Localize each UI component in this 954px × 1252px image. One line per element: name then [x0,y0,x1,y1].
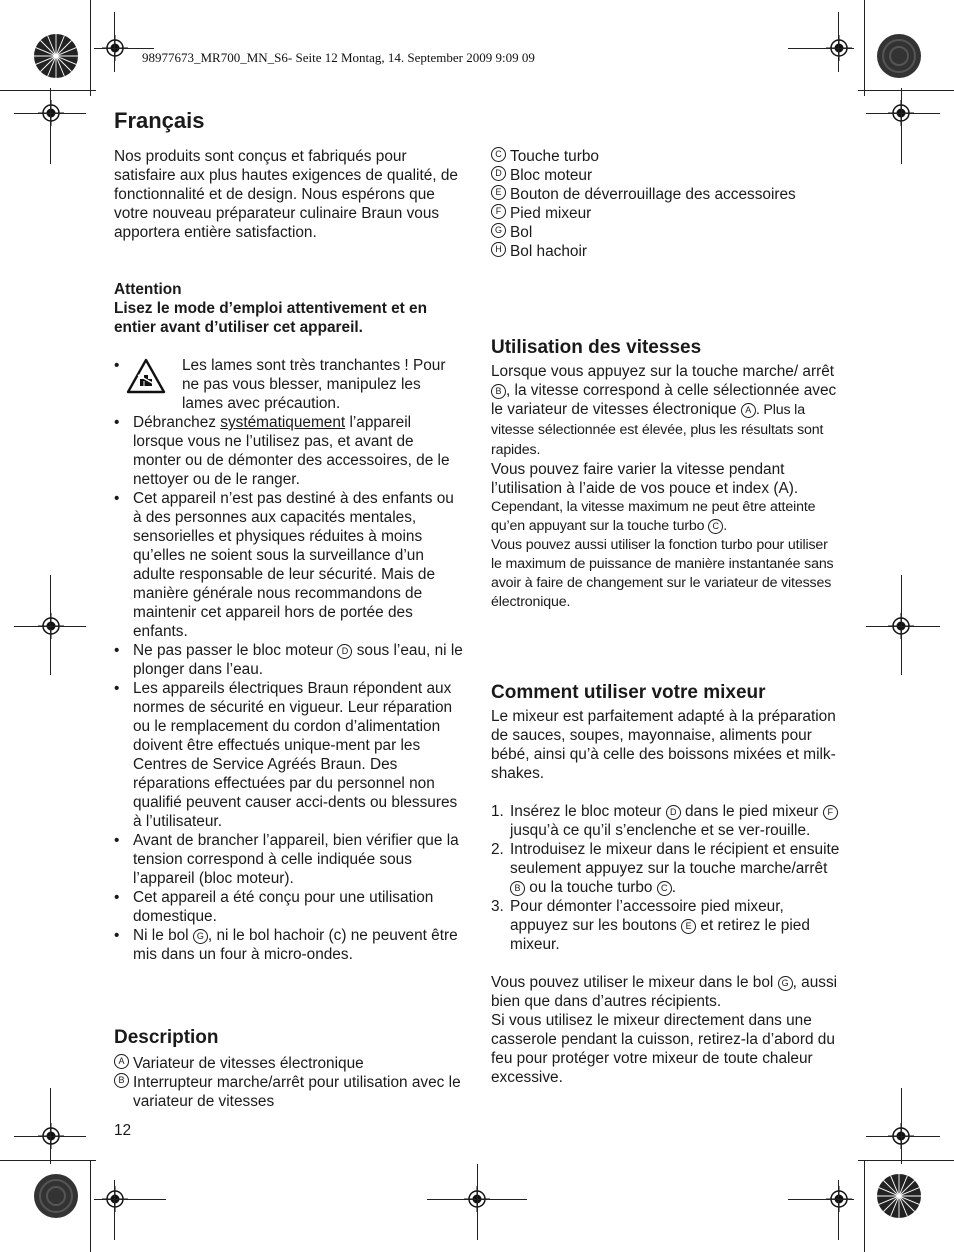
trim-line [0,90,96,91]
speeds-paragraph-4: Vous pouvez aussi utiliser la fonction turbo pour utiliser le maximum de puissance de manière instantanée sans avoir à faire de changement sur le variateur de vitesses électronique. [491,537,834,610]
part-marker: D [337,644,352,659]
page-title: Français [114,108,205,133]
part-marker: C [491,147,506,162]
registration-line [14,1136,86,1137]
usage-step: 2. Introduisez le mixeur dans le récipient et ensuite seulement appuyez sur la touche marche/arrêt B ou la touche turbo C . [491,841,840,896]
description-item: E Bouton de déverrouillage des accessoires [491,185,841,204]
registration-line [788,48,854,49]
speeds-paragraph-3: Cependant, la vitesse maximum ne peut être atteinte qu’en appuyant sur la touche turbo C . [491,499,816,534]
color-starburst-icon [876,33,922,79]
usage-outro-2: Si vous utilisez le mixeur directement dans une casserole pendant la cuisson, retirez-la d’abord du feu pour protéger votre mixeur de toute chaleur excessive. [491,1012,835,1086]
part-marker: B [510,881,525,896]
description-heading: Description [114,1027,219,1048]
part-marker: C [657,881,672,896]
trim-line [90,1160,91,1252]
description-item: H Bol hachoir [491,242,841,261]
safety-warning-text: Les lames sont très tranchantes ! Pour ne pas vous blesser, manipulez les lames avec précaution. [182,357,446,412]
part-marker: A [741,403,756,418]
speeds-heading: Utilisation des vitesses [491,337,702,358]
color-starburst-icon [33,33,79,79]
attention-heading: Attention [114,281,182,298]
part-marker: B [491,384,506,399]
trim-line [0,1160,96,1161]
part-marker: D [491,166,506,181]
part-marker: E [491,185,506,200]
registration-line [477,1164,478,1240]
usage-intro: Le mixeur est parfaitement adapté à la préparation de sauces, soupes, mayonnaise, aliments pour bébé, ainsi qu’à celle des boissons mixées et milk-shakes. [491,708,836,782]
safety-list [114,413,464,964]
hand-blade-warning-icon [126,358,166,394]
part-marker: G [778,976,793,991]
color-starburst-icon [33,1173,79,1219]
part-marker: C [708,519,723,534]
list-item: • Cet appareil a été conçu pour une utilisation domestique. [114,888,464,926]
trim-line [858,1160,954,1161]
description-item: A Variateur de vitesses électronique [114,1054,464,1073]
speeds-paragraph-1: Lorsque vous appuyez sur la touche marche/ arrêt B , la vitesse correspond à celle sélectionnée avec le variateur de vitesses électronique A . Plus la vitesse sélectionnée est élevée, plus les résultats sont rapides. [491,363,837,458]
part-marker: G [193,929,208,944]
page-number: 12 [114,1122,132,1139]
description-item: B Interrupteur marche/arrêt pour utilisation avec le variateur de vitesses [114,1073,464,1111]
usage-heading: Comment utiliser votre mixeur [491,682,766,703]
color-starburst-icon [876,1173,922,1219]
registration-line [94,1199,166,1200]
description-item: F Pied mixeur [491,204,841,223]
list-item: • Débranchez systématiquement l’appareil lorsque vous ne l’utilisez pas, et avant de monter ou de démonter des accessoires, de le nettoyer ou de le ranger. [114,413,464,489]
trim-line [864,0,865,96]
trim-line [90,0,91,96]
bullet: • [114,357,120,374]
registration-line [50,88,51,164]
print-header-slug: 98977673_MR700_MN_S6- Seite 12 Montag, 14. September 2009 9:09 09 [142,50,535,65]
part-marker: B [114,1073,129,1088]
description-item: C Touche turbo [491,147,841,166]
registration-line [788,1199,854,1200]
list-item: • Avant de brancher l’appareil, bien vérifier que la tension correspond à celle indiquée sous l’appareil (bloc moteur). [114,831,464,888]
trim-line [864,1160,865,1252]
registration-line [901,88,902,164]
list-item: • Les appareils électriques Braun répondent aux normes de sécurité en vigueur. Leur réparation ou le remplacement du cordon d’alimentation doivent être effectués unique-ment par les Centres de Service Agréés Braun. Des réparations effectuées par du personnel non qualifié peuvent causer acci-dents ou blessures à l’utilisateur. [114,679,464,831]
registration-line [114,1180,115,1240]
part-marker: F [491,204,506,219]
attention-text: Lisez le mode d’emploi attentivement et en entier avant d’utiliser cet appareil. [114,300,428,336]
list-item: • Ne pas passer le bloc moteur D sous l’eau, ni le plonger dans l’eau. [114,641,464,679]
part-marker: G [491,223,506,238]
left-column [114,147,464,964]
registration-line [838,1180,839,1240]
registration-line [866,113,940,114]
registration-line [838,12,839,72]
trim-line [858,90,954,91]
registration-line [866,626,940,627]
registration-line [94,48,154,49]
safety-warning-item [114,356,464,413]
registration-line [14,113,86,114]
registration-line [50,1088,51,1164]
part-marker: E [681,919,696,934]
registration-line [14,626,86,627]
usage-step: 3. Pour démonter l’accessoire pied mixeur, appuyez sur les boutons E et retirez le pied mixeur. [491,898,810,953]
registration-line [50,575,51,675]
part-marker: H [491,242,506,257]
usage-step: 1. Insérez le bloc moteur D dans le pied mixeur F jusqu’à ce qu’il s’enclenche et se ver-rouille. [491,802,841,840]
part-marker: D [666,805,681,820]
speeds-paragraph-2: Vous pouvez faire varier la vitesse pendant l’utilisation à l’aide de vos pouce et index (A). [491,461,799,497]
part-marker: A [114,1054,129,1069]
description-item: G Bol [491,223,841,242]
list-item: • Cet appareil n’est pas destiné à des enfants ou à des personnes aux capacités mentales, sensorielles et physiques réduites à moins qu’elles ne soient sous la surveillance d’un adulte responsable de leur sécurité. Mais de manière générale nous recommandons de maintenir cet appareil hors de portée des enfants. [114,489,464,641]
registration-line [866,1136,940,1137]
registration-line [901,575,902,675]
part-marker: F [823,805,838,820]
usage-outro-1: Vous pouvez utiliser le mixeur dans le bol G , aussi bien que dans d’autres récipients. [491,974,838,1010]
usage-steps [491,802,841,954]
list-item: • Ni le bol G , ni le bol hachoir (c) ne peuvent être mis dans un four à micro-ondes. [114,926,464,964]
registration-line [901,1088,902,1164]
registration-line [114,12,115,72]
description-list-continued [491,147,841,261]
description-list [114,1054,464,1111]
right-column [491,147,841,1087]
description-item: D Bloc moteur [491,166,841,185]
intro-paragraph: Nos produits sont conçus et fabriqués pour satisfaire aux plus hautes exigences de qualité, de fonctionnalité et de design. Nous espérons que votre nouveau préparateur culinaire Braun vous apportera entière satisfaction. [114,148,458,241]
description-section [114,1026,464,1111]
